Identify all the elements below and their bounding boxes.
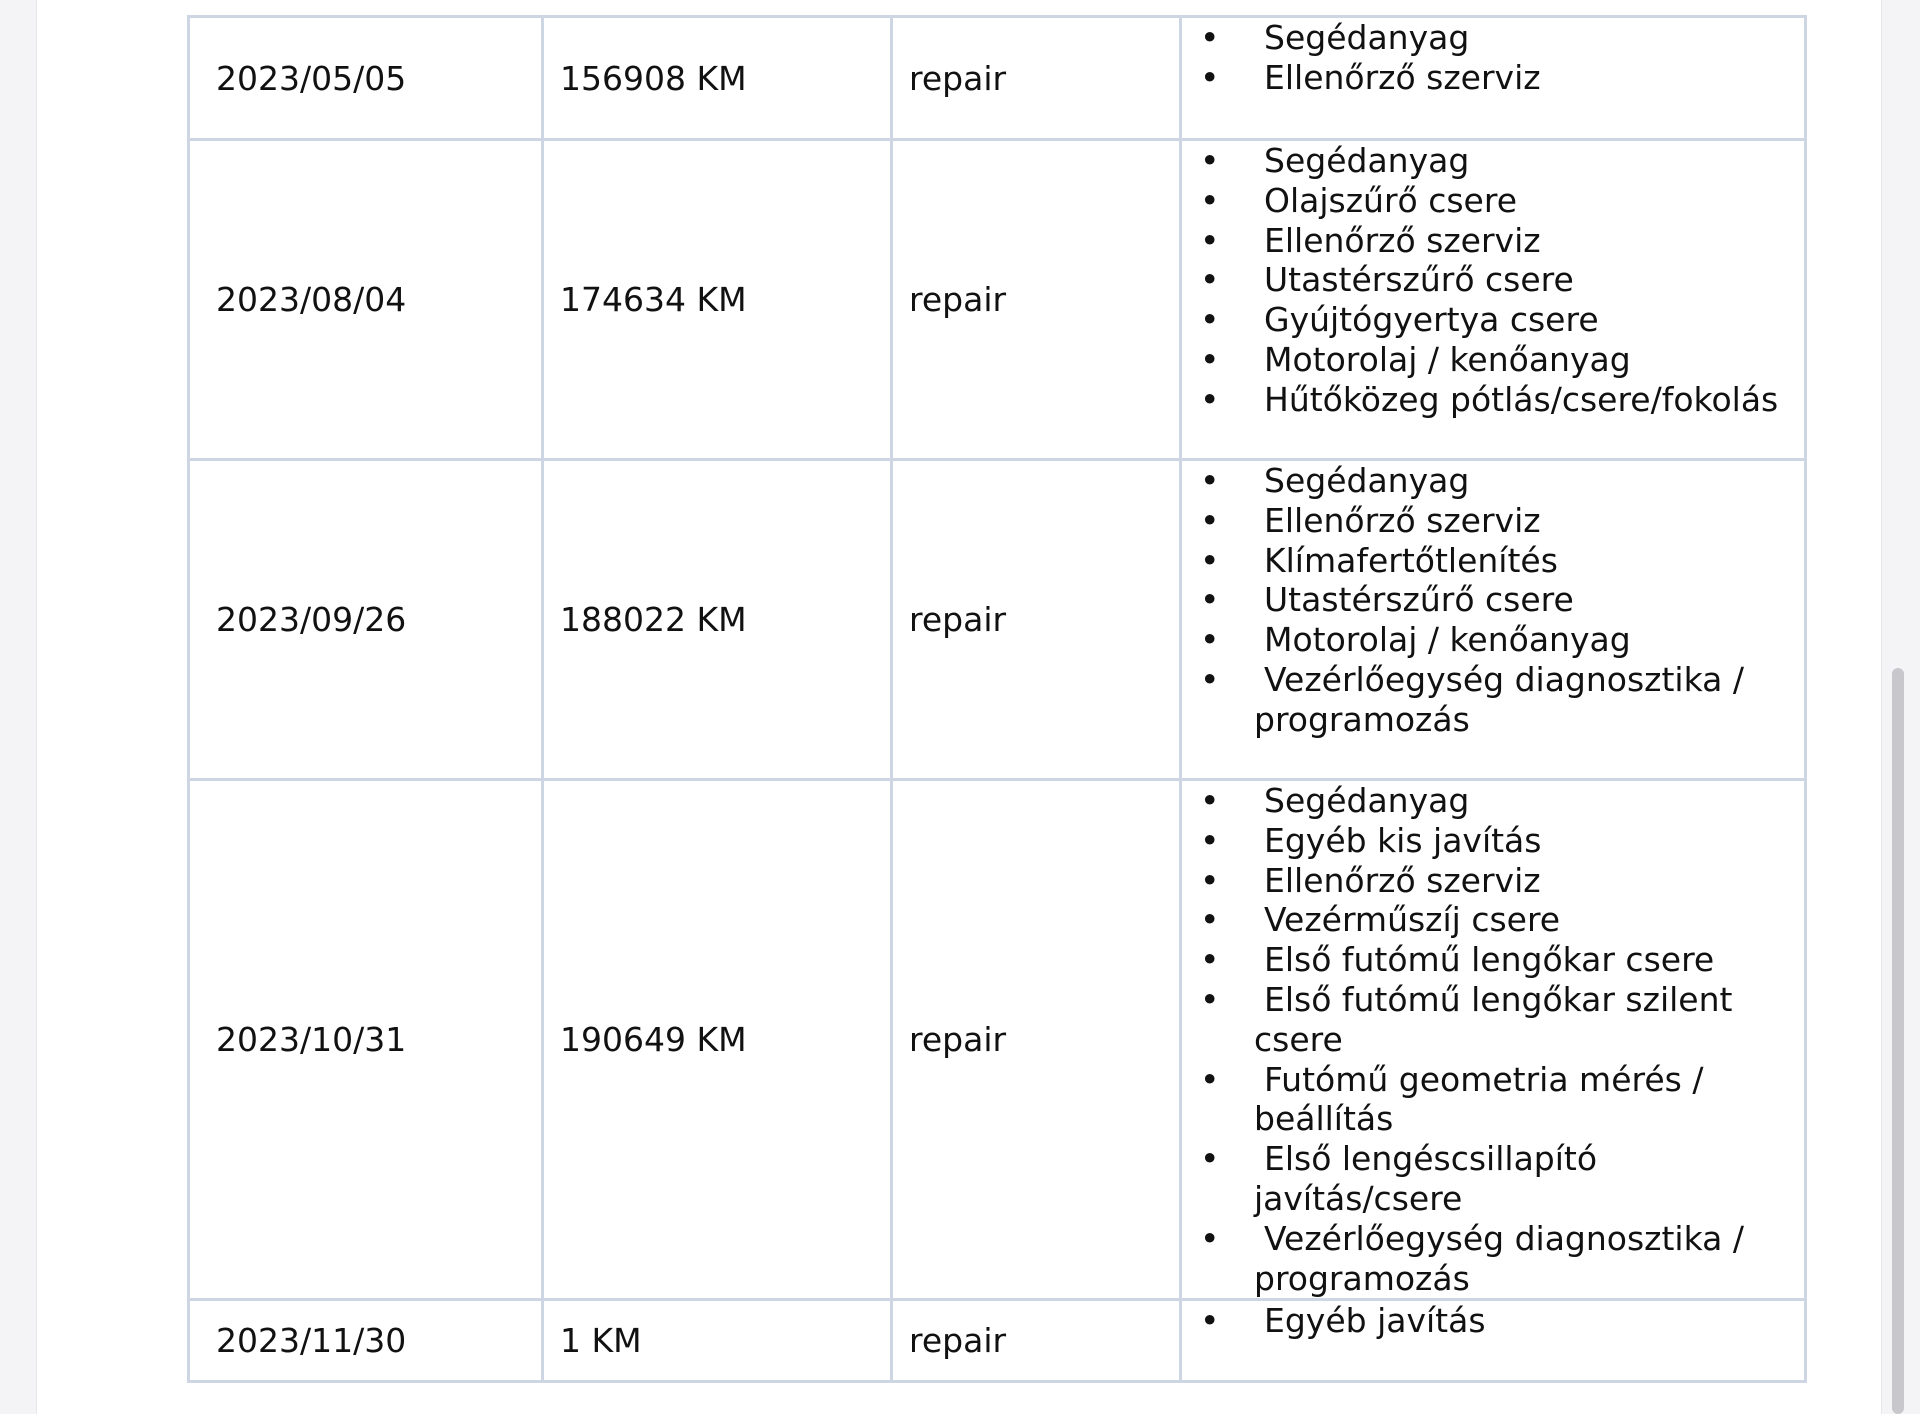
date-cell: 2023/08/04 [189, 140, 543, 460]
table-row [189, 17, 1806, 140]
list-item: • Gyújtógyertya csere [1182, 300, 1804, 340]
list-item: • Ellenőrző szerviz [1182, 861, 1804, 901]
scrollbar-thumb[interactable] [1892, 668, 1904, 1414]
list-item: • Első lengéscsillapító javítás/csere [1182, 1139, 1804, 1219]
mileage-cell: 156908 KM [543, 17, 892, 140]
mileage-cell: 1 KM [543, 1300, 892, 1382]
service-history-table [187, 15, 1807, 1383]
type-cell: repair [892, 140, 1181, 460]
table-row [189, 1300, 1806, 1382]
work-items-cell [1181, 1300, 1806, 1382]
list-item: • Segédanyag [1182, 781, 1804, 821]
list-item: • Klímafertőtlenítés [1182, 541, 1804, 581]
table-row [189, 140, 1806, 460]
work-items-cell [1181, 140, 1806, 460]
list-item: • Ellenőrző szerviz [1182, 501, 1804, 541]
list-item: • Segédanyag [1182, 461, 1804, 501]
list-item: • Ellenőrző szerviz [1182, 58, 1804, 98]
type-cell: repair [892, 17, 1181, 140]
work-list [1182, 141, 1804, 420]
work-list [1182, 781, 1804, 1298]
work-items-cell [1181, 460, 1806, 780]
work-list [1182, 461, 1804, 740]
work-list [1182, 1301, 1804, 1341]
list-item: • Vezérlőegység diagnosztika / programozás [1182, 660, 1804, 740]
list-item: • Motorolaj / kenőanyag [1182, 340, 1804, 380]
type-cell: repair [892, 460, 1181, 780]
mileage-cell: 174634 KM [543, 140, 892, 460]
list-item: • Első futómű lengőkar szilent csere [1182, 980, 1804, 1060]
list-item: • Hűtőközeg pótlás/csere/fokolás [1182, 380, 1804, 420]
list-item: • Vezérlőegység diagnosztika / programozás [1182, 1219, 1804, 1299]
list-item: • Vezérműszíj csere [1182, 900, 1804, 940]
date-cell: 2023/10/31 [189, 780, 543, 1300]
date-cell: 2023/11/30 [189, 1300, 543, 1382]
scrollbar[interactable] [1890, 0, 1906, 1414]
type-cell: repair [892, 1300, 1181, 1382]
table-row [189, 460, 1806, 780]
document-page [36, 0, 1882, 1414]
list-item: • Motorolaj / kenőanyag [1182, 620, 1804, 660]
work-items-cell [1181, 780, 1806, 1300]
type-cell: repair [892, 780, 1181, 1300]
date-cell: 2023/05/05 [189, 17, 543, 140]
list-item: • Olajszűrő csere [1182, 181, 1804, 221]
list-item: • Segédanyag [1182, 18, 1804, 58]
list-item: • Futómű geometria mérés / beállítás [1182, 1060, 1804, 1140]
work-items-cell [1181, 17, 1806, 140]
list-item: • Egyéb kis javítás [1182, 821, 1804, 861]
list-item: • Ellenőrző szerviz [1182, 221, 1804, 261]
list-item: • Első futómű lengőkar csere [1182, 940, 1804, 980]
list-item: • Egyéb javítás [1182, 1301, 1804, 1341]
list-item: • Segédanyag [1182, 141, 1804, 181]
mileage-cell: 190649 KM [543, 780, 892, 1300]
list-item: • Utastérszűrő csere [1182, 260, 1804, 300]
table-row [189, 780, 1806, 1300]
list-item: • Utastérszűrő csere [1182, 580, 1804, 620]
mileage-cell: 188022 KM [543, 460, 892, 780]
work-list [1182, 18, 1804, 98]
date-cell: 2023/09/26 [189, 460, 543, 780]
